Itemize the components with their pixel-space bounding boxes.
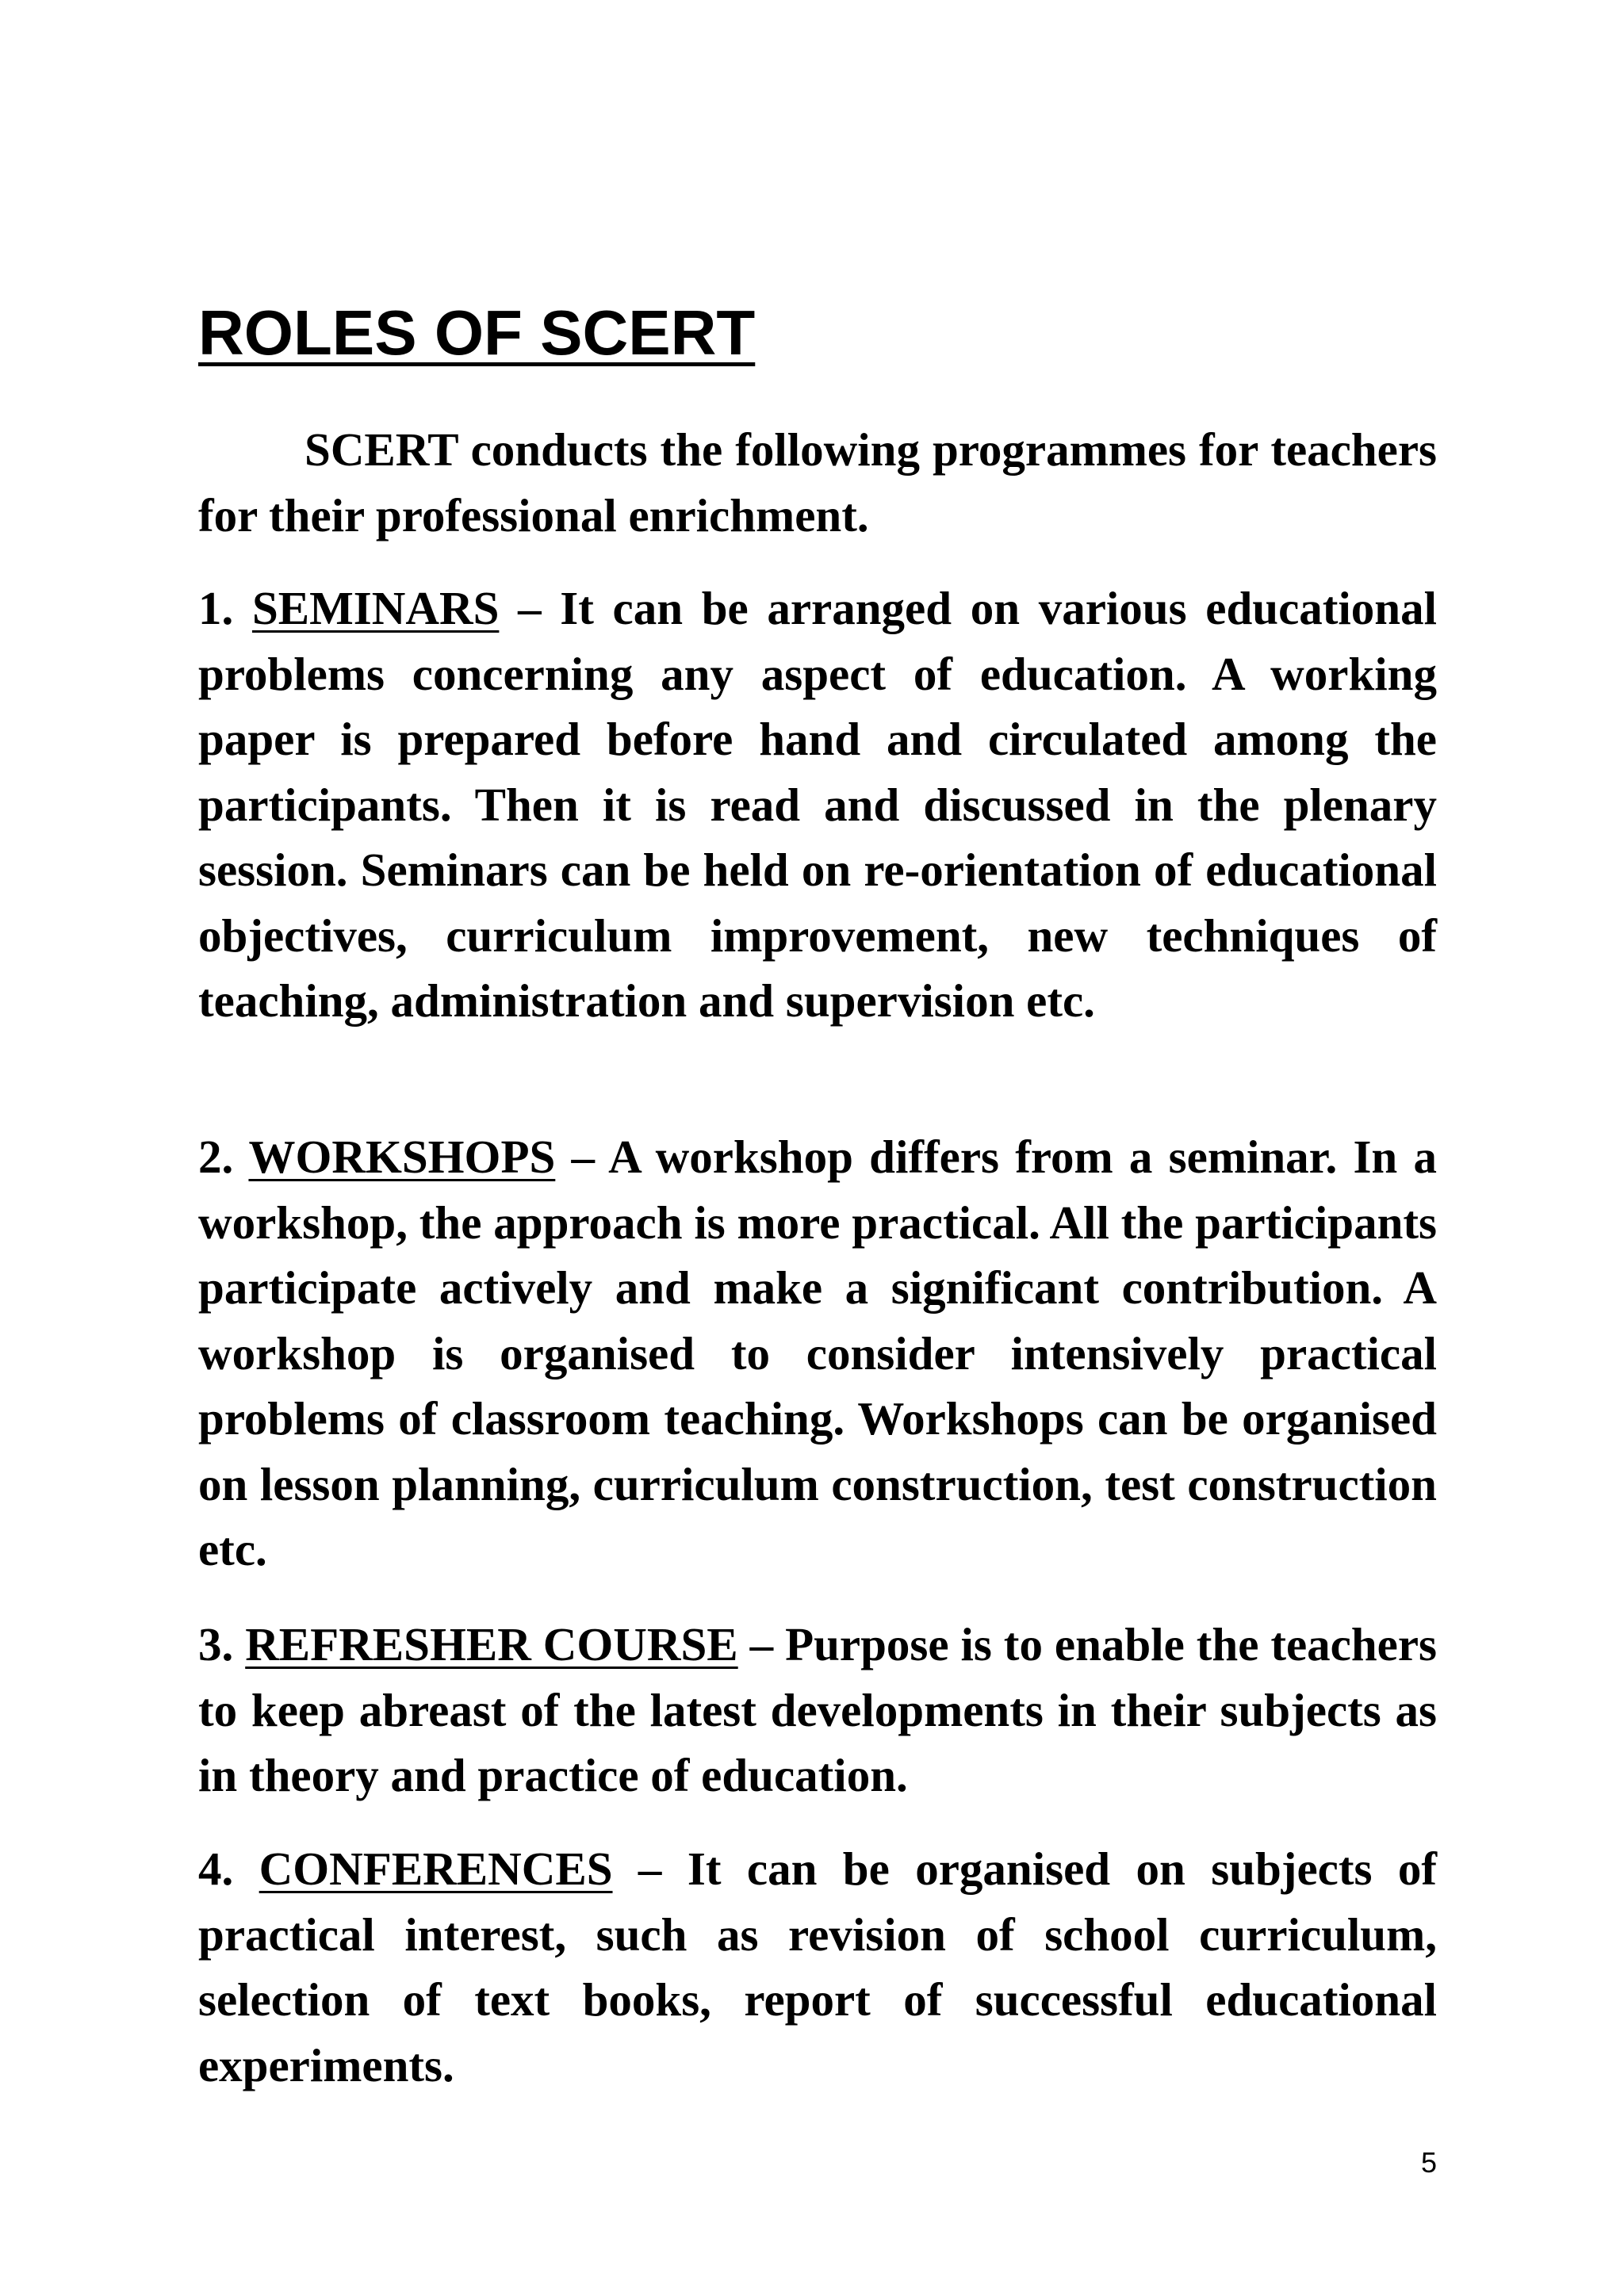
list-item-conferences	[198, 1836, 1437, 2098]
item-text: – It can be organised on subjects of practical interest, such as revision of school curriculum, selection of text books, report of successful educational experiments.	[198, 1843, 1437, 2091]
item-term: REFRESHER COURSE	[245, 1618, 738, 1670]
item-term: WORKSHOPS	[248, 1131, 556, 1183]
page-title: ROLES OF SCERT	[198, 297, 756, 368]
list-item-workshops	[198, 1124, 1437, 1582]
list-item-seminars	[198, 576, 1437, 1034]
page-number: 5	[1420, 2146, 1437, 2179]
item-number: 2.	[198, 1131, 234, 1183]
item-text: – Purpose is to enable the teachers to keep abreast of the latest developments in their subjects as in theory and practice of education.	[198, 1618, 1438, 1801]
item-term: CONFERENCES	[259, 1843, 613, 1895]
intro-paragraph: SCERT conducts the following programmes for teachers for their professional enrichment.	[198, 423, 1437, 541]
item-number: 3.	[198, 1618, 234, 1670]
item-text: – A workshop differs from a seminar. In a workshop, the approach is more practical. All the participants participate actively and make a significant contribution. A workshop is organised to consider intensively practical problems of classroom teaching. Workshops can be organised on lesson planning, curriculum construction, test construction etc.	[198, 1131, 1437, 1575]
item-number: 4.	[198, 1843, 234, 1895]
item-text: – It can be arranged on various educational problems concerning any aspect of education. A working paper is prepared before hand and circulated among the participants. Then it is read and discussed in the plenary session. Seminars can be held on re-orientation of educational objectives, curriculum improvement, new techniques of teaching, administration and supervision etc.	[198, 582, 1437, 1027]
item-term: SEMINARS	[251, 582, 500, 634]
item-number: 1.	[198, 582, 234, 634]
list-item-refresher-course	[198, 1612, 1437, 1808]
